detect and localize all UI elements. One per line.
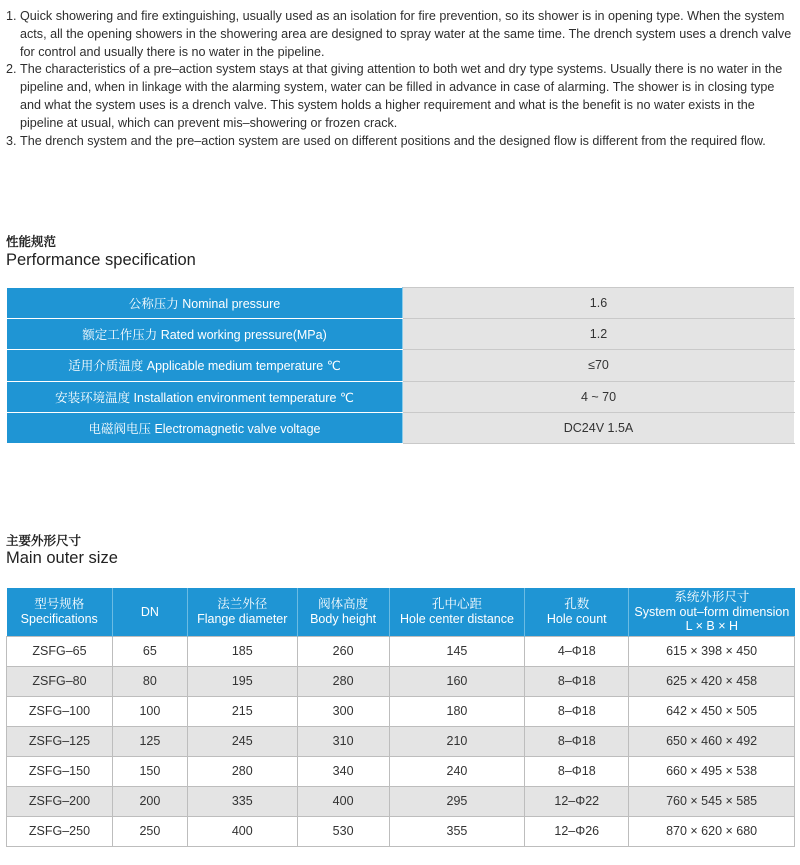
- performance-title-cn: 性能规范: [6, 235, 57, 249]
- note-item: [6, 8, 796, 61]
- performance-label: 安装环境温度 Installation environment temperature ℃: [7, 381, 403, 412]
- header-cn: 孔中心距: [431, 597, 482, 612]
- header-en: Body height: [310, 611, 377, 626]
- cell-system-dimension: 660 × 495 × 538: [629, 756, 795, 786]
- cell-hole-center-distance: 240: [389, 756, 525, 786]
- cell-system-dimension: 650 × 460 × 492: [629, 726, 795, 756]
- column-header-body-height: [297, 588, 389, 636]
- cell-body-height: 340: [297, 756, 389, 786]
- cell-flange-diameter: 215: [187, 696, 297, 726]
- cell-flange-diameter: 335: [187, 786, 297, 816]
- cell-specification: ZSFG–100: [7, 696, 113, 726]
- note-number: 2.: [6, 62, 17, 77]
- column-header-hole-count: [525, 588, 629, 636]
- cell-flange-diameter: 400: [187, 816, 297, 846]
- notes-list: [6, 8, 796, 150]
- header-en-dimension: L × B × H: [685, 619, 739, 633]
- cell-system-dimension: 625 × 420 × 458: [629, 666, 795, 696]
- outer-size-table: [6, 588, 795, 847]
- note-text: The drench system and the pre–action system are used on different positions and the designed flow is different from the required flow.: [20, 133, 766, 148]
- header-en: Hole center distance: [399, 611, 514, 626]
- header-en: System out–form dimension: [634, 604, 790, 619]
- header-en: Hole count: [546, 611, 607, 626]
- cell-flange-diameter: 245: [187, 726, 297, 756]
- cell-hole-count: 8–Φ18: [525, 726, 629, 756]
- cell-hole-count: 8–Φ18: [525, 756, 629, 786]
- cell-body-height: 300: [297, 696, 389, 726]
- cell-flange-diameter: 185: [187, 636, 297, 666]
- cell-dn: 200: [112, 786, 187, 816]
- performance-row: [7, 381, 795, 412]
- performance-value: 1.6: [403, 288, 795, 319]
- performance-value: ≤70: [403, 350, 795, 381]
- performance-table: [6, 287, 795, 444]
- cell-specification: ZSFG–80: [7, 666, 113, 696]
- header-en: DN: [140, 604, 159, 619]
- performance-label: 电磁阀电压 Electromagnetic valve voltage: [7, 412, 403, 443]
- note-text: Quick showering and fire extinguishing, usually used as an isolation for fire prevention, so its shower is in opening type. When the system acts, all the opening showers in the showering area are designed to spray water at the same time. The drench system uses a drench valve for control and usually there is no water in the pipeline.: [20, 9, 792, 59]
- cell-specification: ZSFG–65: [7, 636, 113, 666]
- cell-system-dimension: 870 × 620 × 680: [629, 816, 795, 846]
- cell-system-dimension: 760 × 545 × 585: [629, 786, 795, 816]
- cell-hole-count: 8–Φ18: [525, 666, 629, 696]
- cell-hole-center-distance: 355: [389, 816, 525, 846]
- cell-specification: ZSFG–250: [7, 816, 113, 846]
- header-cn: 系统外形尺寸: [674, 590, 750, 604]
- performance-row: [7, 288, 795, 319]
- column-header-system-dimension: [629, 588, 795, 636]
- header-en: Flange diameter: [197, 611, 288, 626]
- cell-specification: ZSFG–200: [7, 786, 113, 816]
- cell-body-height: 280: [297, 666, 389, 696]
- cell-body-height: 400: [297, 786, 389, 816]
- header-cn: 型号规格: [34, 597, 85, 612]
- table-row: [7, 636, 795, 666]
- table-row: [7, 756, 795, 786]
- column-header-hole-center-distance: [389, 588, 525, 636]
- performance-title-en: Performance specification: [6, 251, 196, 269]
- cell-hole-count: 12–Φ26: [525, 816, 629, 846]
- outer-size-title-cn: 主要外形尺寸: [6, 534, 82, 548]
- table-row: [7, 786, 795, 816]
- table-row: [7, 696, 795, 726]
- column-header-dn: [112, 588, 187, 636]
- cell-hole-center-distance: 160: [389, 666, 525, 696]
- header-en: Specifications: [20, 611, 98, 626]
- column-header-specifications: [7, 588, 113, 636]
- note-number: 1.: [6, 9, 17, 23]
- cell-dn: 125: [112, 726, 187, 756]
- cell-hole-count: 8–Φ18: [525, 696, 629, 726]
- cell-hole-count: 12–Φ22: [525, 786, 629, 816]
- performance-row: [7, 350, 795, 381]
- cell-dn: 100: [112, 696, 187, 726]
- header-cn: 孔数: [564, 597, 590, 612]
- table-row: [7, 726, 795, 756]
- header-cn: 阀体高度: [318, 597, 369, 612]
- cell-system-dimension: 615 × 398 × 450: [629, 636, 795, 666]
- note-number: 3.: [6, 133, 17, 148]
- performance-value: DC24V 1.5A: [403, 412, 795, 443]
- performance-label: 公称压力 Nominal pressure: [7, 288, 403, 319]
- performance-value: 1.2: [403, 319, 795, 350]
- performance-row: [7, 412, 795, 443]
- cell-hole-count: 4–Φ18: [525, 636, 629, 666]
- cell-flange-diameter: 280: [187, 756, 297, 786]
- cell-hole-center-distance: 145: [389, 636, 525, 666]
- note-item: [6, 133, 796, 151]
- note-item: [6, 61, 796, 132]
- cell-specification: ZSFG–150: [7, 756, 113, 786]
- table-row: [7, 666, 795, 696]
- cell-dn: 80: [112, 666, 187, 696]
- cell-dn: 65: [112, 636, 187, 666]
- column-header-flange-diameter: [187, 588, 297, 636]
- performance-label: 适用介质温度 Applicable medium temperature ℃: [7, 350, 403, 381]
- header-cn: 法兰外径: [217, 597, 268, 612]
- cell-body-height: 530: [297, 816, 389, 846]
- cell-flange-diameter: 195: [187, 666, 297, 696]
- note-text: The characteristics of a pre–action system stays at that giving attention to both wet and dry type systems. Usually there is no water in the pipeline and, when in linkage with the alarming system, water can be filled in advance in case of alarming. The shower is in closing type and what the system uses is a drench valve. This system holds a higher requirement and what is the benefit is no water exists in the pipeline at usual, which can prevent mis–showering or frozen crack.: [20, 62, 783, 130]
- cell-hole-center-distance: 295: [389, 786, 525, 816]
- cell-body-height: 260: [297, 636, 389, 666]
- cell-dn: 250: [112, 816, 187, 846]
- cell-specification: ZSFG–125: [7, 726, 113, 756]
- cell-dn: 150: [112, 756, 187, 786]
- cell-hole-center-distance: 210: [389, 726, 525, 756]
- performance-label: 额定工作压力 Rated working pressure(MPa): [7, 319, 403, 350]
- cell-hole-center-distance: 180: [389, 696, 525, 726]
- table-row: [7, 816, 795, 846]
- performance-row: [7, 319, 795, 350]
- outer-size-header-row: [7, 588, 795, 636]
- cell-system-dimension: 642 × 450 × 505: [629, 696, 795, 726]
- cell-body-height: 310: [297, 726, 389, 756]
- outer-size-title-en: Main outer size: [6, 549, 118, 567]
- performance-value: 4 ~ 70: [403, 381, 795, 412]
